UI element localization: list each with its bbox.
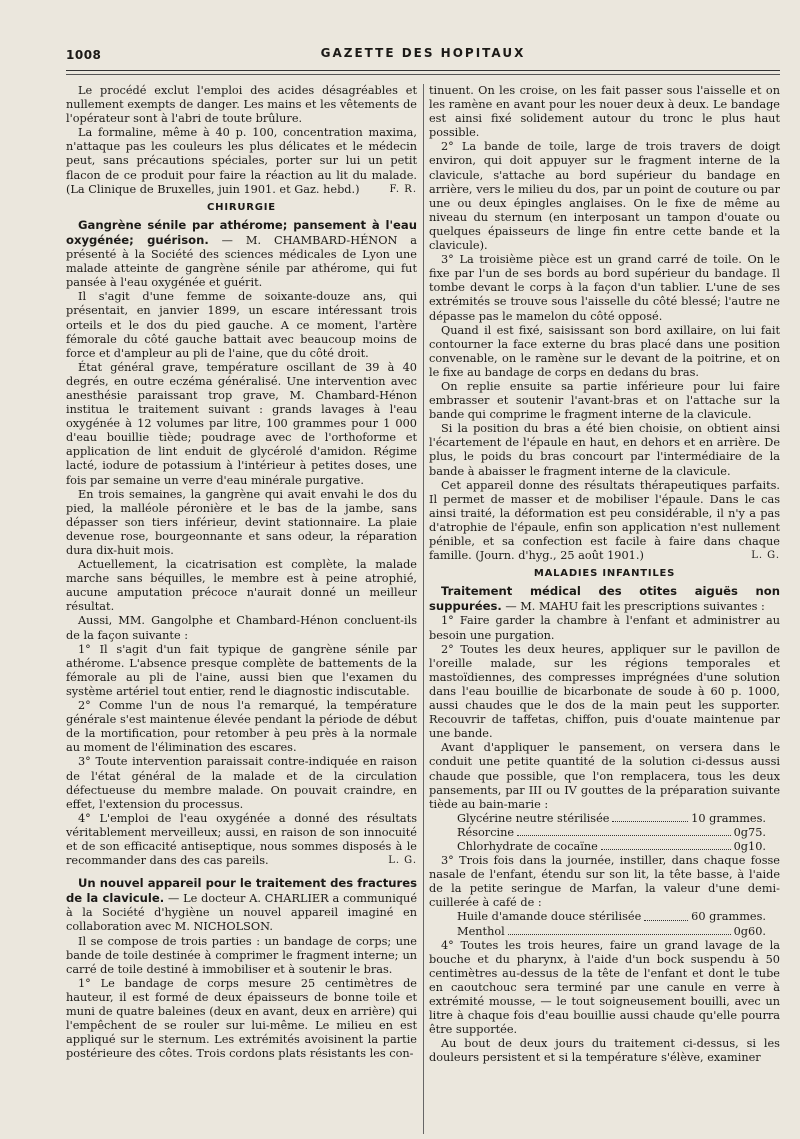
ingredient-quantity: 0g10.: [733, 839, 766, 853]
recipe-line: [429, 812, 780, 826]
paragraph: En trois semaines, la gangrène qui avait envahi le dos du pied, la malléole péronière et le bas de la jambe, sans dépasser son tiers inférieur, devint stationnaire. La plaie devenue rose, bourgeonnante et sans odeur, la réparation dura dix-huit mois.: [66, 487, 417, 557]
ingredient-quantity: 60 grammes.: [691, 910, 766, 924]
paragraph: 2° La bande de toile, large de trois travers de doigt environ, qui doit appuyer sur le fragment interne de la clavicule, s'attache au bord supérieur du bandage en arrière, vers le milieu du dos, par un point de couture ou par une ou deux épingles anglaises. On le fixe de même au niveau du sternum (en interposant un tampon d'ouate ou quelques épaisseurs de linge fin entre cette bande et la clavicule).: [429, 140, 780, 253]
article-title: Gangrène sénile par athérome; pansement à l'eau oxygénée; guérison.: [66, 217, 417, 247]
paragraph: On replie ensuite sa partie inférieure pour lui faire embrasser et soutenir l'avant-bras et on l'attache sur la bande qui comprime le fragment interne de la clavicule.: [429, 379, 780, 422]
ingredient-name: Huile d'amande douce stérilisée: [457, 910, 642, 924]
ingredient-quantity: 10 grammes.: [691, 811, 766, 825]
recipe-line: [429, 925, 780, 939]
article-lead: [66, 218, 417, 290]
paragraph-text: La formaline, même à 40 p. 100, concentration maxima, n'attaque pas les couleurs les plus délicates et le médecin peut, sans précautions spéciales, porter sur lui un petit flacon de ce produit pour faire la réaction au lit du malade. (La Clinique de Bruxelles, juin 1901. et Gaz. hebd.): [66, 126, 417, 196]
article-title: Un nouvel appareil pour le traitement des fractures de la clavicule.: [66, 876, 417, 906]
conclusion-item: 1° Il s'agit d'un fait typique de gangrène sénile par athérome. L'absence presque complète de battements de la fémorale au pli de l'aine, aussi bien que l'examen du système artériel tout entier, rend le diagnostic indiscutable.: [66, 642, 417, 698]
article-lead-text: — Le docteur A. CHARLIER a communiqué à la Société d'hygiène un nouvel appareil imaginé en collaboration avec M. NICHOLSON.: [66, 892, 417, 934]
paragraph: 3° La troisième pièce est un grand carré de toile. On le fixe par l'un de ses bords au bord supérieur du bandage. Il tombe devant le corps à la façon d'un tablier. L'une de ses extrémités se trouve sous l'aisselle du côté blessé; l'autre ne dépasse pas le mamelon du côté opposé.: [429, 253, 780, 323]
recipe-line: [429, 840, 780, 854]
section-heading-maladies-infantiles: MALADIES INFANTILES: [533, 568, 676, 580]
article-lead: [429, 584, 780, 614]
conclusion-text: 4° L'emploi de l'eau oxygénée a donné des résultats véritablement merveilleux; aussi, en raison de son innocuité et de son efficacité antiseptique, nous sommes disposés à le recommander dans des cas pareils.: [66, 811, 417, 868]
article-lead-text: — M. MAHU fait les prescriptions suivantes :: [501, 600, 765, 614]
leader-dots: [508, 925, 731, 935]
header-rule: [66, 70, 780, 71]
paragraph: Si la position du bras a été bien choisie, on obtient ainsi l'écartement de l'épaule en haut, en dehors et en arrière. De plus, le poids du bras concourt par l'intermédiaire de la bande à abaisser le fragment interne de la clavicule.: [429, 422, 780, 478]
paragraph: Aussi, MM. Gangolphe et Chambard-Hénon concluent-ils de la façon suivante :: [66, 614, 417, 642]
recipe-list-2: [429, 910, 780, 938]
article-lead-text: — M. CHAMBARD-HÉNON a présenté à la Société des sciences médicales de Lyon une malade atteinte de gangrène sénile par athérome, qui fut pansée à l'eau oxygénée et guérit.: [66, 233, 417, 290]
paragraph: 1° Le bandage de corps mesure 25 centimètres de hauteur, il est formé de deux épaisseurs de bonne toile et muni de quatre baleines (deux en avant, deux en arrière) qui l'empêchent de se rouler sur lui-même. Le milieu en est appliqué sur le sternum. Les extrémités avoisinent la partie postérieure des côtes. Trois cordons plats résistants les con-: [66, 976, 417, 1061]
leader-dots: [644, 910, 688, 920]
ingredient-quantity: 0g75.: [733, 825, 766, 839]
paragraph: tinuent. On les croise, on les fait passer sous l'aisselle et on les ramène en avant pour les nouer deux à deux. Le bandage est ainsi fixé solidement autour du tronc le plus haut possible.: [429, 84, 780, 140]
recipe-line: [429, 910, 780, 924]
page-number: 1008: [66, 48, 102, 62]
paragraph: Au bout de deux jours du traitement ci-dessus, si les douleurs persistent et si la température s'élève, examiner: [429, 1037, 780, 1065]
article-title: Traitement médical des otites aiguës non suppurées.: [429, 584, 780, 614]
paragraph: Le procédé exclut l'emploi des acides désagréables et nullement exempts de danger. Les mains et les vêtements de l'opérateur sont à l'abri de toute brûlure.: [66, 84, 417, 126]
leader-dots: [612, 812, 688, 822]
signature: L. G.: [388, 855, 417, 867]
paragraph: Quand il est fixé, saisissant son bord axillaire, on lui fait contourner la face externe du bras placé dans une position convenable, on le ramène sur le devant de la poitrine, et on le fixe au bandage de corps en dedans du bras.: [429, 323, 780, 379]
paragraph: Il se compose de trois parties : un bandage de corps; une bande de toile destinée à comprimer le fragment interne; un carré de toile destiné à immobiliser et à soutenir le bras.: [66, 934, 417, 976]
conclusion-item: 2° Comme l'un de nous l'a remarqué, la température générale s'est maintenue élevée pendant la période de début de la mortification, pour retomber à peu près à la normale au moment de l'élimination des escares.: [66, 699, 417, 755]
prescription-item: 1° Faire garder la chambre à l'enfant et administrer au besoin une purgation.: [429, 614, 780, 642]
signature: L. G.: [751, 550, 780, 562]
leader-dots: [517, 826, 731, 836]
header-rule-secondary: [66, 74, 780, 75]
article-lead: [66, 876, 417, 934]
paragraph: [66, 126, 417, 196]
recipe-line: [429, 826, 780, 840]
ingredient-name: Résorcine: [457, 825, 515, 839]
ingredient-name: Chlorhydrate de cocaïne: [457, 839, 598, 853]
leader-dots: [601, 840, 731, 850]
ingredient-quantity: 0g60.: [733, 924, 766, 938]
paragraph: Avant d'appliquer le pansement, on versera dans le conduit une petite quantité de la solution ci-dessus aussi chaude que possible, que l'on remplacera, tous les deux pansements, par III ou IV gouttes de la préparation suivante tiède au bain-marie :: [429, 741, 780, 811]
left-column: [66, 84, 417, 1134]
recipe-list-1: [429, 812, 780, 854]
conclusion-item: 3° Toute intervention paraissait contre-indiquée en raison de l'état général de la malade et de la circulation défectueuse du membre malade. On pouvait craindre, en effet, l'extension du processus.: [66, 755, 417, 811]
paragraph: [429, 479, 780, 564]
paragraph: Il s'agit d'une femme de soixante-douze ans, qui présentait, en janvier 1899, un escare intéressant trois orteils et le dos du pied gauche. A ce moment, l'artère fémorale du côté gauche battait avec beaucoup moins de force et d'ampleur au pli de l'aine, que du côté droit.: [66, 290, 417, 360]
ingredient-name: Glycérine neutre stérilisée: [457, 811, 610, 825]
section-heading-chirurgie: CHIRURGIE: [207, 201, 276, 213]
column-divider: [423, 84, 424, 1134]
prescription-item: 4° Toutes les trois heures, faire un grand lavage de la bouche et du pharynx, à l'aide d'un bock suspendu à 50 centimètres au-dessus de la tête de l'enfant et dont le tube en caoutchouc sera terminé par une canule en verre à extrémité mousse, — le tout soigneusement bouilli, avec un litre à chaque fois d'eau bouillie aussi chaude qu'elle pourra être supportée.: [429, 938, 780, 1037]
prescription-item: 2° Toutes les deux heures, appliquer sur le pavillon de l'oreille malade, sur les régions temporales et mastoïdiennes, des compresses imprégnées d'une solution dans l'eau bouillie de bicarbonate de soude à 60 p. 1000, aussi chaudes que le dos de la main peut les supporter. Recouvrir de taffetas, chiffon, puis d'ouate maintenue par une bande.: [429, 642, 780, 741]
paragraph: État général grave, température oscillant de 39 à 40 degrés, en outre eczéma généralisé. Une intervention avec anesthésie paraissant trop grave, M. Chambard-Hénon institua le traitement suivant : grands lavages à l'eau oxygénée à 12 volumes par litre, 100 grammes pour 1 000 d'eau bouillie tiède; poudrage avec de l'orthoforme et application de lint enduit de glycérolé d'amidon. Régime lacté, iodure de potassium à l'intérieur à petites doses, une fois par semaine un verre d'eau minérale purgative.: [66, 360, 417, 487]
paragraph: Actuellement, la cicatrisation est complète, la malade marche sans béquilles, le membre est à peine atrophié, aucune amputation précoce n'aurait donné un meilleur résultat.: [66, 558, 417, 614]
page-header: [66, 44, 780, 66]
paragraph-text: Cet appareil donne des résultats thérapeutiques parfaits. Il permet de masser et de mobiliser l'épaule. Dans le cas ainsi traité, la déformation est peu considérable, il n'y a pas d'atrophie de l'épaule, enfin son application n'est nullement pénible, et sa confection est facile à faire dans chaque famille. (Journ. d'hyg., 25 août 1901.): [429, 478, 780, 563]
ingredient-name: Menthol: [457, 924, 505, 938]
conclusion-item: [66, 812, 417, 868]
right-column: [429, 84, 780, 1134]
running-title: GAZETTE DES HOPITAUX: [320, 46, 526, 60]
prescription-item: 3° Trois fois dans la journée, instiller, dans chaque fosse nasale de l'enfant, étendu sur son lit, la tête basse, à l'aide de la petite seringue de Marfan, la valeur d'une demi-cuillerée à café de :: [429, 854, 780, 910]
signature: F. R.: [389, 183, 417, 195]
